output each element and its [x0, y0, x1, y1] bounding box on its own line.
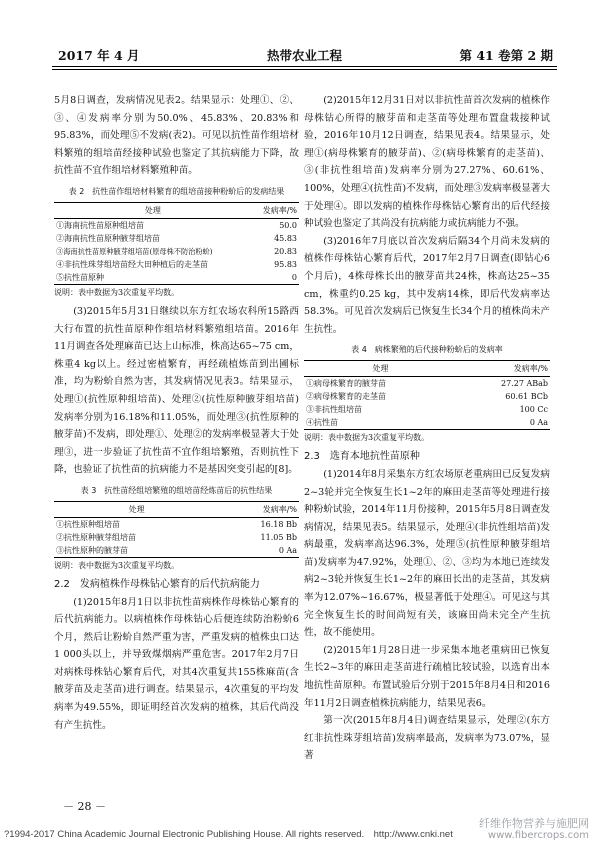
table-2: [54, 185, 299, 299]
table-row: [304, 377, 550, 391]
right-column: [304, 92, 550, 765]
table-header-cell: 发病率/%: [252, 202, 299, 218]
table-caption: 表 2 抗性苗作组培材料繁育的组培苗接种粉蚧后的发病结果: [68, 186, 285, 196]
table-header-cell: 处理: [54, 501, 219, 517]
section-heading: 2.2 发病植株作母株钻心繁育的后代抗病能力: [54, 578, 260, 590]
copyright-line: ?1994-2017 China Academic Journal Electronic Publishing House. All rights reserved. http://www.cnki.net: [4, 829, 453, 840]
watermark-url: www.fibercrops.com: [487, 830, 589, 841]
journal-title: 热带农业工程: [266, 48, 342, 63]
table-cell: ①海南抗性苗原种组培苗: [56, 220, 144, 230]
table-row: [54, 245, 299, 258]
table-cell: 60.61 BCb: [505, 392, 548, 402]
running-header: [52, 44, 557, 67]
table-cell: 0 Aa: [529, 418, 548, 428]
table-header-cell: 处理: [54, 202, 252, 218]
table-4: [304, 343, 550, 444]
table-cell: 11.05 Bb: [260, 532, 297, 542]
table-cell: 20.83: [274, 246, 297, 256]
table-cell: ②病母株繁育的走茎苗: [306, 392, 386, 402]
table-row: [54, 232, 299, 245]
table-row: [304, 403, 550, 416]
table-row: [54, 271, 299, 285]
table-cell: ③非抗性组培苗: [306, 405, 362, 415]
table-row: [54, 544, 299, 558]
table-cell: ⑤抗性苗原种: [56, 272, 104, 282]
paragraph: (3)2015年5月31日继续以东方红农场农科所15路西大行布置的抗性苗原种作组培材料繁殖组培苗。2016年11月调查各处理麻苗已达上山标准，株高达65~75 cm，株重4 kg以上。经过密植繁育，再经疏植炼苗到出圃标准，均为粉蚧自然为害，其发病情况见表3。结果显示，处理①(抗性原种组培苗)、处理②(抗性原种腋芽组培苗)发病率分别为16.18%和11.05%，而处理③(抗性原种的腋芽苗)不发病，即处理①、处理②的发病率极显著大于处理③，进一步验证了抗性苗不宜作组培繁殖，否则抗性下降，也验证了抗性苗的抗病能力不是基因突变引起的[8]。: [54, 305, 299, 476]
table-header-cell: 发病率/%: [457, 361, 550, 377]
table-row: [304, 390, 550, 403]
table-row: [304, 416, 550, 430]
table-3: [54, 484, 299, 572]
section-heading: 2.3 选育本地抗性苗原种: [304, 451, 420, 463]
table-cell: ④抗性苗: [306, 418, 338, 428]
table-cell: ②抗性原种腋芽组培苗: [56, 532, 136, 542]
paragraph: (2)2015年1月28日进一步采集本地老重病田已恢复生长2~3年的麻田走茎苗进行疏植比较试验，以选育出本地抗性苗原种。布置试验后分别于2015年8月4日和2016年11月2日调查植株抗病能力，结果见表6。: [304, 644, 550, 709]
table-cell: 27.27 ABab: [501, 379, 548, 389]
table-header-cell: 发病率/%: [219, 501, 299, 517]
table-cell: ④非抗性珠芽组培苗经大田种植后的走茎苗: [56, 259, 208, 269]
table-row: [54, 531, 299, 544]
header-volume: 第 41 卷第 2 期: [459, 48, 553, 63]
paragraph: 第一次(2015年8月4日)调查结果显示，处理②(东方红非抗性珠芽组培苗)发病率最高，发病率为73.07%，显著: [304, 715, 550, 762]
table-cell: 50.0: [279, 220, 297, 230]
table-cell: ③海南抗性苗原种腋芽组培苗(原母株不防治粉蚧): [56, 246, 213, 256]
watermark: [479, 818, 589, 842]
table-cell: 0 Aa: [278, 545, 297, 555]
table-caption: 表 3 抗性苗经组培繁殖的组培苗经炼苗后的抗性结果: [80, 485, 273, 495]
table-row: [54, 258, 299, 271]
table-cell: 95.83: [274, 259, 297, 269]
table-row: [54, 218, 299, 232]
table-cell: ③抗性原种的腋芽苗: [56, 545, 128, 555]
table-note: 说明：表中数据为3次重复平均数。: [304, 433, 430, 443]
table-cell: ①抗性原种组培苗: [56, 519, 120, 529]
page-number: － 28 －: [63, 800, 106, 813]
table-cell: 45.83: [274, 233, 297, 243]
table-cell: ②海南抗性苗原种腋芽组培苗: [56, 233, 160, 243]
table-caption: 表 4 病株繁殖的后代接种粉蚧后的发病率: [351, 345, 503, 355]
table-cell: 100 Cc: [519, 405, 548, 415]
table-cell: 16.18 Bb: [260, 519, 297, 529]
table-cell: ①病母株繁育的腋芽苗: [306, 379, 386, 389]
watermark-text: 纤维作物营养与施肥网: [479, 817, 589, 830]
header-rule: [52, 69, 557, 70]
paragraph: (3)2016年7月底以首次发病后隔34个月尚未发病的植株作母株钻心繁育后代，2017年2月7日调查(即钻心6个月后)，4株母株长出的腋芽苗共24株，株高达25~35 cm，株重约0.25 kg，其中发病14株，即后代发病率达58.3%。可见首次发病后已恢复生长34个月的植株尚未产生抗性。: [304, 235, 550, 335]
paragraph: (1)2014年8月采集东方红农场原老重病田已反复发病2~3轮并完全恢复生长1~2年的麻田走茎苗等处理进行接种粉蚧试验，2014年11月份接种，2015年5月8日调查发病情况，结果见表5。结果显示，处理④(非抗性组培苗)发病最重，发病率高达96.3%，处理⑤(抗性原种腋芽组培苗)发病率为47.92%，处理①、②、③均为本地已连续发病2~3轮并恢复生长1~2年的麻田长出的走茎苗，其发病率为12.07%~16.67%，极显著低于处理④。可见这与其完全恢复生长的时间尚短有关，该麻田尚未完全产生抗性，故不能使用。: [304, 468, 550, 639]
table-header-cell: 处理: [304, 361, 457, 377]
table-cell: 0: [291, 272, 297, 282]
header-date: 2017 年 4 月: [58, 48, 140, 63]
left-column: [54, 92, 299, 734]
paragraph: (1)2015年8月1日以非抗性苗病株作母株钻心繁育的后代抗病能力。以病植株作母株钻心后便连续防治粉蚧6个月，然后让粉蚧自然严重为害，严重发病的植株虫口达1 000头以上，并导致煤烟病严重危害。2017年2月7日对病株母株钻心繁育后代，对其4次重复共155株麻苗(含腋芽苗及走茎苗)进行调查。结果显示，4次重复的平均发病率为49.55%，即证明经首次发病的植株，其后代尚没有产生抗性。: [54, 596, 299, 731]
paragraph: 5月8日调查，发病情况见表2。结果显示：处理①、②、③、④发病率分别为50.0%、45.83%、20.83%和95.83%，而处理⑤不发病(表2)。可见以抗性苗作组培材料繁殖的组培苗经接种试验也鉴定了其抗病能力下降，故抗性苗不宜作组培材料繁殖种苗。: [54, 95, 299, 177]
table-note: 说明：表中数据为3次重复平均数。: [54, 287, 180, 297]
table-row: [54, 517, 299, 531]
paragraph: (2)2015年12月31日对以非抗性苗首次发病的植株作母株钻心所得的腋芽苗和走茎苗等处理布置盘栽接种试验，2016年10月12日调查，结果见表4。结果显示，处理①(病母株繁育的腋芽苗)、②(病母株繁育的走茎苗)、③(非抗性组培苗)发病率分别为27.27%、60.61%、100%，处理④(抗性苗)不发病，而处理③发病率极显著大于处理④。即以发病的植株作母株钻心繁育出的后代经接种试验也鉴定了其尚没有抗病能力或抗病能力不强。: [304, 95, 550, 230]
table-note: 说明：表中数据为3次重复平均数。: [54, 560, 180, 570]
